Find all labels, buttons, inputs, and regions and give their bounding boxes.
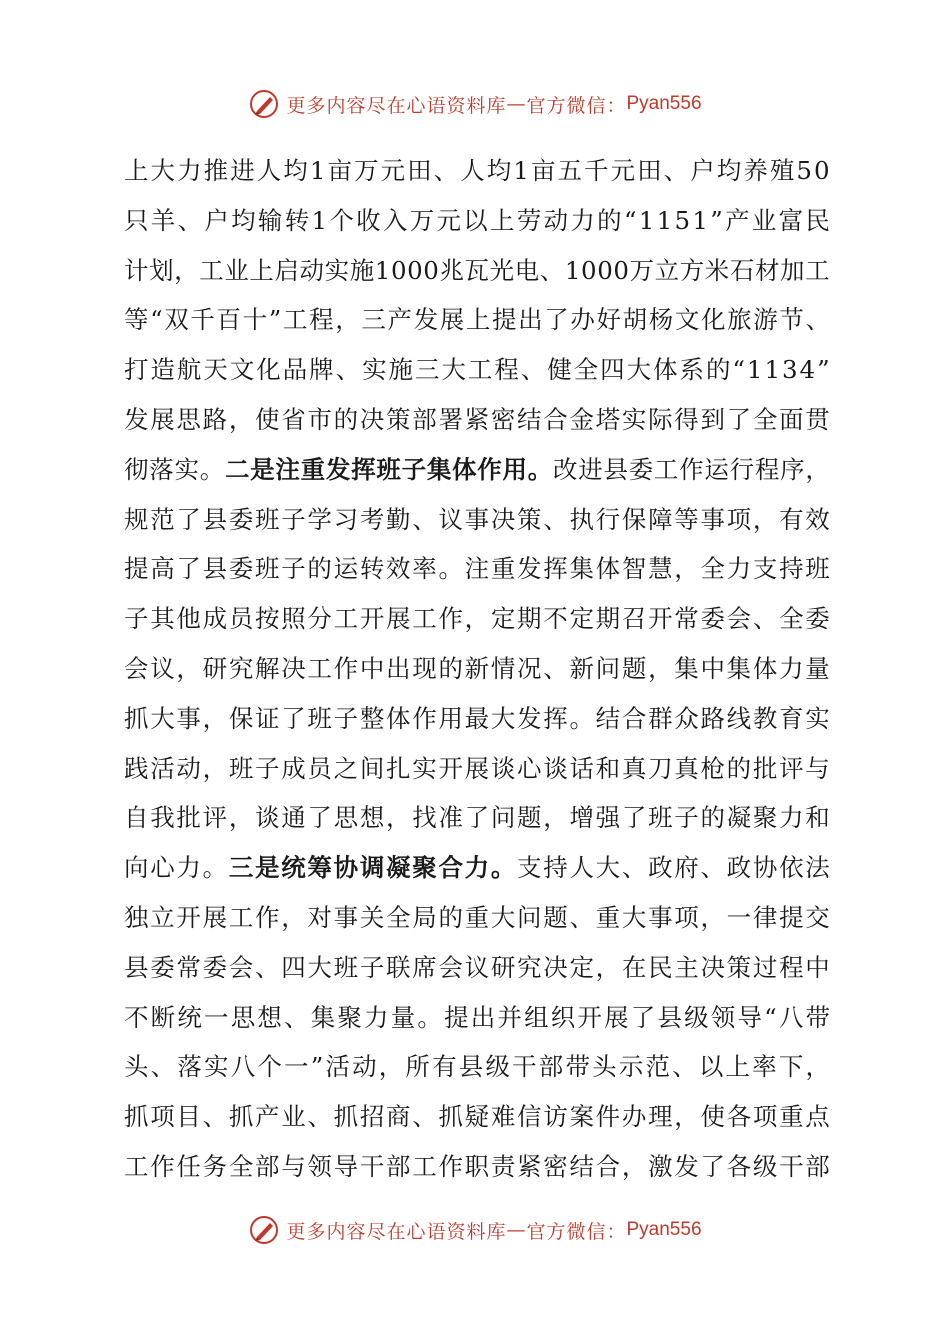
text-line: 抓 项 目 、 抓 产 业 、 抓 招 商 、 抓 疑 难 信 访 案 件 办 理 ， 使 各 项 重 点 [124,1102,830,1132]
text-line: 头 、 落 实 八 个 一 ” 活 动 ， 所 有 县 级 干 部 带 头 示 范 、 以 上 率 下 ， [124,1052,830,1082]
header-watermark [0,84,950,124]
text-line: 提 高 了 县 委 班 子 的 运 转 效 率 。 注 重 发 挥 集 体 智 慧 ， 全 力 支 持 班 [124,554,830,584]
text-line: 子 其 他 成 员 按 照 分 工 开 展 工 作 ， 定 期 不 定 期 召 开 常 委 会 、 全 委 [124,604,830,634]
footer-watermark [0,1210,950,1250]
watermark-wechat-id: Pyan556 [626,1219,702,1240]
text-line: 自 我 批 评 ， 谈 通 了 思 想 ， 找 准 了 问 题 ， 增 强 了 班 子 的 凝 聚 力 和 [124,803,830,833]
watermark-site-text: 更多内容尽在心语资料库 [286,94,507,117]
watermark-wechat-label: 官方微信： [526,1220,627,1243]
watermark-wechat-label: 官方微信： [526,94,627,117]
text-line: 不 断 统 一 思 想 、 集 聚 力 量 。 提 出 并 组 织 开 展 了 县 级 领 导 “ 八 带 [124,1002,830,1032]
text-line: 独 立 开 展 工 作 ， 对 事 关 全 局 的 重 大 问 题 、 重 大 事 项 ， 一 律 提 交 [124,902,830,932]
pen-logo-icon [248,88,280,120]
text-line: 彻 落 实 。 二 是 注 重 发 挥 班 子 集 体 作 用 。 改 进 县 委 工 作 运 行 程 序 ， [124,454,830,484]
text-line: 县 委 常 委 会 、 四 大 班 子 联 席 会 议 研 究 决 定 ， 在 民 主 决 策 过 程 中 [124,952,830,982]
text-line: 只 羊 、 户 均 输 转 1 个 收 入 万 元 以 上 劳 动 力 的 “ 1 1 5 1 ” 产 业 富 民 [124,205,830,235]
text-line: 打 造 航 天 文 化 品 牌 、 实 施 三 大 工 程 、 健 全 四 大 体 系 的 “ 1 1 3 4 ” [124,355,830,385]
text-line: 等 “ 双 千 百 十 ” 工 程 ， 三 产 发 展 上 提 出 了 办 好 胡 杨 文 化 旅 游 节 、 [124,305,830,335]
text-line: 抓 大 事 ， 保 证 了 班 子 整 体 作 用 最 大 发 挥 。 结 合 群 众 路 线 教 育 实 [124,703,830,733]
text-line: 规 范 了 县 委 班 子 学 习 考 勤 、 议 事 决 策 、 执 行 保 障 等 事 项 ， 有 效 [124,504,830,534]
watermark-separator: — [506,93,527,115]
text-line: 发 展 思 路 ， 使 省 市 的 决 策 部 署 紧 密 结 合 金 塔 实 际 得 到 了 全 面 贯 [124,404,830,434]
document-body [124,146,830,1192]
text-line: 会 议 ， 研 究 解 决 工 作 中 出 现 的 新 情 况 、 新 问 题 ， 集 中 集 体 力 量 [124,653,830,683]
text-line: 向 心 力 。 三 是 统 筹 协 调 凝 聚 合 力 。 支 持 人 大 、 政 府 、 政 协 依 法 [124,853,830,883]
watermark-site-text: 更多内容尽在心语资料库 [286,1220,507,1243]
watermark-separator: — [506,1219,527,1241]
pen-logo-icon [248,1214,280,1246]
watermark-wechat-id: Pyan556 [626,93,702,114]
text-line: 上 大 力 推 进 人 均 1 亩 万 元 田 、 人 均 1 亩 五 千 元 田 、 户 均 养 殖 5 0 [124,156,830,185]
text-line: 工 作 任 务 全 部 与 领 导 干 部 工 作 职 责 紧 密 结 合 ， 激 发 了 各 级 干 部 [124,1151,830,1181]
text-line: 计 划 ， 工 业 上 启 动 实 施 1 0 0 0 兆 瓦 光 电 、 1 0 0 0 万 立 方 米 石 材 加 工 [124,255,830,285]
text-line: 践 活 动 ， 班 子 成 员 之 间 扎 实 开 展 谈 心 谈 话 和 真 刀 真 枪 的 批 评 与 [124,753,830,783]
